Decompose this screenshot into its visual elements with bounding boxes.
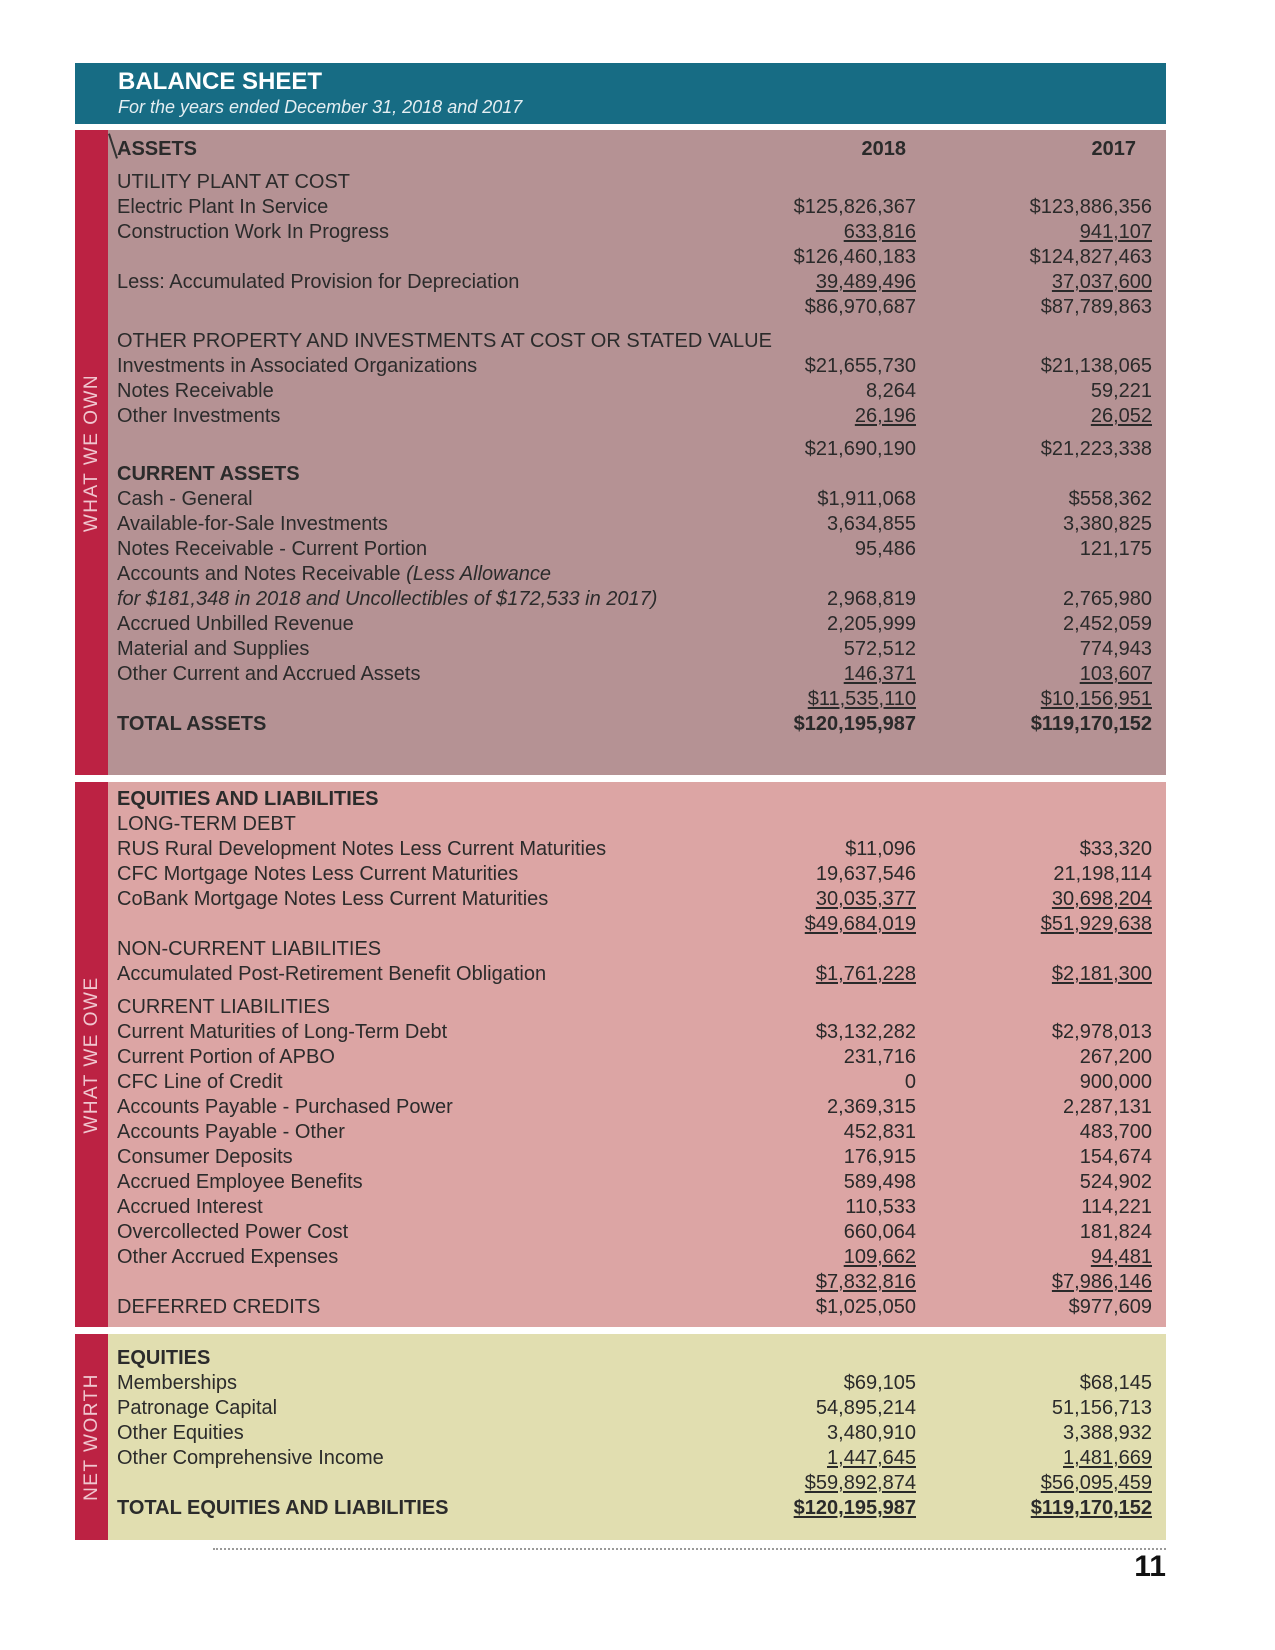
table-row: [117, 1245, 1166, 1270]
table-row: [117, 862, 1166, 887]
row-label: CFC Line of Credit: [117, 1071, 283, 1093]
table-row: [117, 137, 1166, 162]
value-2017: $123,886,356: [1029, 196, 1152, 218]
value-2018: 633,816: [843, 221, 916, 243]
section-heading: EQUITIES AND LIABILITIES: [117, 788, 379, 810]
table-row: [117, 270, 1166, 295]
total-label: TOTAL ASSETS: [117, 713, 267, 735]
row-label: Less: Accumulated Provision for Depreciation: [117, 271, 520, 293]
value-2018: 8,264: [865, 380, 916, 402]
row-label: Patronage Capital: [117, 1397, 278, 1419]
value-2017: 51,156,713: [1051, 1397, 1152, 1419]
page-header: [75, 63, 1166, 124]
value-2018: 54,895,214: [815, 1397, 916, 1419]
value-2017: 94,481: [1090, 1246, 1152, 1268]
value-2017: 114,221: [1081, 1196, 1152, 1218]
table-row: [117, 1195, 1166, 1220]
value-2018: $7,832,816: [815, 1271, 916, 1293]
subtotal-row: [117, 1270, 1166, 1295]
table-row: [117, 787, 1166, 812]
table-row: [117, 462, 1166, 487]
value-2018: $21,655,730: [804, 355, 916, 377]
value-2018: $1,911,068: [817, 488, 916, 510]
value-2018: $49,684,019: [804, 913, 916, 935]
row-label: Available-for-Sale Investments: [117, 513, 388, 535]
page-number: 11: [1134, 1550, 1166, 1583]
strip-label-net: NET WORTH: [80, 1373, 102, 1501]
value-2017: 483,700: [1079, 1121, 1152, 1143]
value-2017: $56,095,459: [1040, 1472, 1152, 1494]
value-2017: $2,978,013: [1051, 1021, 1152, 1043]
footer-divider: [213, 1548, 1166, 1550]
row-label: Accrued Employee Benefits: [117, 1171, 363, 1193]
value-2018: $11,535,110: [807, 688, 916, 710]
row-label: CoBank Mortgage Notes Less Current Maturities: [117, 888, 549, 910]
table-row: [117, 404, 1166, 429]
subtotal-row: [117, 912, 1166, 937]
row-label: Other Accrued Expenses: [117, 1246, 339, 1268]
value-2017: $558,362: [1068, 488, 1152, 510]
value-2018: 26,196: [854, 405, 916, 427]
value-2018: $69,105: [843, 1372, 916, 1394]
row-label: Other Investments: [117, 405, 281, 427]
value-2018: $59,892,874: [804, 1472, 916, 1494]
table-row: [117, 995, 1166, 1020]
value-2017: 774,943: [1079, 638, 1152, 660]
section-heading: EQUITIES: [117, 1347, 211, 1369]
value-2018: 109,662: [843, 1246, 916, 1268]
value-2018: 589,498: [843, 1171, 916, 1193]
row-label: for $181,348 in 2018 and Uncollectibles of $172,533 in 2017): [117, 588, 658, 610]
table-row: [117, 1070, 1166, 1095]
table-row: [117, 587, 1166, 612]
table-row: [117, 662, 1166, 687]
table-row: [117, 637, 1166, 662]
table-row: [117, 837, 1166, 862]
value-2018: 572,512: [843, 638, 916, 660]
table-row: [117, 1371, 1166, 1396]
value-2017: 2,765,980: [1063, 588, 1152, 610]
row-label: Accumulated Post-Retirement Benefit Obligation: [117, 963, 547, 985]
row-label: Notes Receivable - Current Portion: [117, 538, 428, 560]
row-label: Investments in Associated Organizations: [117, 355, 478, 377]
value-2017: $124,827,463: [1029, 246, 1152, 268]
value-2018: $1,025,050: [815, 1296, 916, 1318]
value-2017: 37,037,600: [1051, 271, 1152, 293]
row-label: DEFERRED CREDITS: [117, 1296, 321, 1318]
table-row: [117, 220, 1166, 245]
value-2018: 19,637,546: [815, 863, 916, 885]
subtotal-row: [117, 1471, 1166, 1496]
subtotal-row: [117, 245, 1166, 270]
value-2017: $87,789,863: [1040, 296, 1152, 318]
row-label: Other Comprehensive Income: [117, 1447, 384, 1469]
table-row: [117, 812, 1166, 837]
row-label: Consumer Deposits: [117, 1146, 293, 1168]
value-2018: 2,205,999: [827, 613, 916, 635]
value-2017: $119,170,152: [1030, 1497, 1152, 1519]
row-label: Memberships: [117, 1372, 238, 1394]
section-heading: NON-CURRENT LIABILITIES: [117, 938, 382, 960]
value-2017: 21,198,114: [1053, 863, 1152, 885]
row-label: Notes Receivable: [117, 380, 274, 402]
table-row: [117, 487, 1166, 512]
value-2017: 154,674: [1079, 1146, 1152, 1168]
subtotal-row: [117, 437, 1166, 462]
value-2018: 1,447,645: [827, 1447, 916, 1469]
value-2017: 3,388,932: [1063, 1422, 1152, 1444]
table-row: [117, 1346, 1166, 1371]
table-row: [117, 1120, 1166, 1145]
value-2018: 146,371: [843, 663, 916, 685]
value-2018: 176,915: [843, 1146, 916, 1168]
equities-section: [75, 1334, 1166, 1540]
column-header-2017: 2017: [1091, 138, 1136, 160]
value-2017: $10,156,951: [1040, 688, 1152, 710]
assets-section: [75, 130, 1166, 775]
section-heading: OTHER PROPERTY AND INVESTMENTS AT COST OR STATED VALUE: [117, 330, 772, 352]
strip-label-own: WHAT WE OWN: [80, 373, 102, 532]
value-2018: $21,690,190: [804, 438, 916, 460]
table-row: [117, 512, 1166, 537]
row-label: Accounts Payable - Other: [117, 1121, 345, 1143]
value-2018: 2,968,819: [827, 588, 916, 610]
value-2018: $120,195,987: [793, 1497, 916, 1519]
row-label: Accrued Unbilled Revenue: [117, 613, 354, 635]
value-2018: 110,533: [845, 1196, 916, 1218]
value-2018: 30,035,377: [815, 888, 916, 910]
value-2017: 2,452,059: [1063, 613, 1152, 635]
section-strip-net: [75, 1334, 108, 1540]
row-label: Other Current and Accrued Assets: [117, 663, 421, 685]
value-2017: 59,221: [1090, 380, 1152, 402]
value-2017: 181,824: [1079, 1221, 1152, 1243]
strip-label-owe: WHAT WE OWE: [80, 975, 102, 1134]
value-2017: 900,000: [1079, 1071, 1152, 1093]
row-label: Overcollected Power Cost: [117, 1221, 349, 1243]
section-heading: LONG-TERM DEBT: [117, 813, 296, 835]
value-2017: 524,902: [1079, 1171, 1152, 1193]
row-label: [117, 562, 551, 587]
table-row: [117, 937, 1166, 962]
table-row: [117, 1020, 1166, 1045]
section-strip-own: [75, 130, 108, 775]
row-label: Electric Plant In Service: [117, 196, 329, 218]
value-2017: $68,145: [1079, 1372, 1152, 1394]
table-row: [117, 887, 1166, 912]
table-row: [117, 1421, 1166, 1446]
value-2018: $120,195,987: [793, 713, 916, 735]
value-2018: 39,489,496: [815, 271, 916, 293]
value-2017: $119,170,152: [1030, 713, 1152, 735]
value-2018: $1,761,228: [815, 963, 916, 985]
section-heading: CURRENT LIABILITIES: [117, 996, 331, 1018]
table-row: [117, 1295, 1166, 1320]
value-2017: 267,200: [1079, 1046, 1152, 1068]
value-2017: $21,223,338: [1040, 438, 1152, 460]
value-2017: 1,481,669: [1063, 1447, 1152, 1469]
section-strip-owe: [75, 782, 108, 1327]
value-2018: 0: [904, 1071, 916, 1093]
page-subtitle: For the years ended December 31, 2018 and 2017: [118, 97, 523, 117]
table-row: [117, 1220, 1166, 1245]
row-label: Material and Supplies: [117, 638, 310, 660]
value-2017: 26,052: [1090, 405, 1152, 427]
value-2017: 2,287,131: [1063, 1096, 1152, 1118]
liabilities-section: [75, 782, 1166, 1327]
table-row: [117, 562, 1166, 587]
row-label: Accrued Interest: [117, 1196, 263, 1218]
table-row: [117, 537, 1166, 562]
page-title: BALANCE SHEET: [118, 68, 323, 95]
value-2017: $977,609: [1068, 1296, 1152, 1318]
table-row: [117, 962, 1166, 987]
value-2017: 3,380,825: [1063, 513, 1152, 535]
row-label: Construction Work In Progress: [117, 221, 389, 243]
value-2018: $11,096: [845, 838, 916, 860]
value-2018: 3,480,910: [827, 1422, 916, 1444]
value-2018: 452,831: [843, 1121, 916, 1143]
subtotal-row: [117, 687, 1166, 712]
value-2017: $33,320: [1079, 838, 1152, 860]
section-heading: UTILITY PLANT AT COST: [117, 171, 351, 193]
assets-heading: ASSETS: [117, 138, 198, 160]
row-label-note: (Less Allowance: [406, 563, 551, 585]
value-2018: $126,460,183: [793, 246, 916, 268]
row-label: RUS Rural Development Notes Less Current Maturities: [117, 838, 607, 860]
row-label: Current Portion of APBO: [117, 1046, 335, 1068]
total-row: [117, 1496, 1166, 1521]
table-row: [117, 612, 1166, 637]
row-label-text: Accounts and Notes Receivable: [117, 563, 401, 585]
value-2017: $7,986,146: [1051, 1271, 1152, 1293]
subtotal-row: [117, 295, 1166, 320]
table-row: [117, 1145, 1166, 1170]
value-2018: 3,634,855: [827, 513, 916, 535]
table-row: [117, 354, 1166, 379]
row-label: Current Maturities of Long-Term Debt: [117, 1021, 448, 1043]
value-2017: 121,175: [1079, 538, 1152, 560]
value-2018: 660,064: [843, 1221, 916, 1243]
value-2017: $51,929,638: [1040, 913, 1152, 935]
row-label: Accounts Payable - Purchased Power: [117, 1096, 453, 1118]
section-heading: CURRENT ASSETS: [117, 463, 300, 485]
total-label: TOTAL EQUITIES AND LIABILITIES: [117, 1497, 449, 1519]
table-row: [117, 379, 1166, 404]
row-label: Other Equities: [117, 1422, 244, 1444]
value-2018: $3,132,282: [815, 1021, 916, 1043]
value-2018: $86,970,687: [804, 296, 916, 318]
table-row: [117, 195, 1166, 220]
value-2017: $2,181,300: [1051, 963, 1152, 985]
table-row: [117, 1095, 1166, 1120]
row-label: CFC Mortgage Notes Less Current Maturities: [117, 863, 519, 885]
table-row: [117, 329, 1166, 354]
value-2018: 2,369,315: [827, 1096, 916, 1118]
value-2017: $21,138,065: [1040, 355, 1152, 377]
value-2017: 103,607: [1079, 663, 1152, 685]
total-row: [117, 712, 1166, 737]
table-row: [117, 1045, 1166, 1070]
column-header-2018: 2018: [861, 138, 906, 160]
value-2018: 95,486: [854, 538, 916, 560]
value-2018: $125,826,367: [793, 196, 916, 218]
table-row: [117, 1396, 1166, 1421]
table-row: [117, 1446, 1166, 1471]
row-label: Cash - General: [117, 488, 253, 510]
value-2017: 941,107: [1079, 221, 1152, 243]
value-2018: 231,716: [843, 1046, 916, 1068]
table-row: [117, 170, 1166, 195]
value-2017: 30,698,204: [1051, 888, 1152, 910]
table-row: [117, 1170, 1166, 1195]
